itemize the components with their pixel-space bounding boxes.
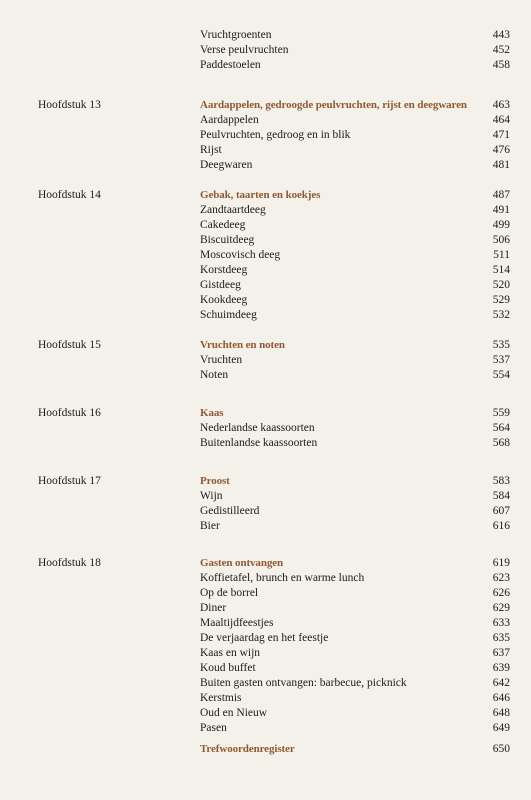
entry-title: Noten xyxy=(200,369,229,381)
entry-title: Pasen xyxy=(200,722,227,734)
chapter-title: Kaas xyxy=(200,407,224,419)
entry-title: Buitenlandse kaassoorten xyxy=(200,437,318,449)
page-number: 642 xyxy=(492,677,510,689)
entry-title: Kerstmis xyxy=(200,692,242,704)
toc-entry-row xyxy=(200,293,510,307)
toc-heading-row xyxy=(200,338,510,352)
toc-entry-row xyxy=(200,661,510,675)
page-number: 537 xyxy=(492,354,510,366)
toc-entry-row xyxy=(200,113,510,127)
page-number: 511 xyxy=(493,249,510,261)
entry-title: Nederlandse kaassoorten xyxy=(200,422,315,434)
toc-entry-row xyxy=(200,353,510,367)
toc-entry-row xyxy=(200,158,510,172)
page-number: 633 xyxy=(492,617,510,629)
page-number: 648 xyxy=(492,707,510,719)
entry-title: Kaas en wijn xyxy=(200,647,261,659)
page-number: 529 xyxy=(492,294,510,306)
toc-entry-row xyxy=(200,218,510,232)
entry-title: Maaltijdfeestjes xyxy=(200,617,274,629)
entry-title: Verse peulvruchten xyxy=(200,44,289,56)
entry-title: Moscovisch deeg xyxy=(200,249,281,261)
toc-entry-row xyxy=(200,721,510,735)
entry-title: Aardappelen xyxy=(200,114,259,126)
page-number: 476 xyxy=(492,144,510,156)
entry-title: Gistdeeg xyxy=(200,279,241,291)
entry-title: Bier xyxy=(200,520,220,532)
entry-title: Schuimdeeg xyxy=(200,309,257,321)
page-number: 491 xyxy=(492,204,510,216)
page-number: 629 xyxy=(492,602,510,614)
entry-title: Biscuitdeeg xyxy=(200,234,255,246)
entry-title: Vruchten xyxy=(200,354,243,366)
toc-heading-row xyxy=(200,406,510,420)
chapter-label: Hoofdstuk 13 xyxy=(38,99,101,111)
page-number: 481 xyxy=(492,159,510,171)
page-number: 568 xyxy=(492,437,510,449)
toc-entry-row xyxy=(200,436,510,450)
entry-title: Koffietafel, brunch en warme lunch xyxy=(200,572,365,584)
toc-entry-row xyxy=(200,504,510,518)
toc-heading-row xyxy=(200,98,510,112)
page-number: 532 xyxy=(492,309,510,321)
entry-title: Zandtaartdeeg xyxy=(200,204,266,216)
toc-entry-row xyxy=(200,128,510,142)
toc-entry-row xyxy=(200,601,510,615)
page-number: 564 xyxy=(492,422,510,434)
chapter-title: Trefwoordenregister xyxy=(200,743,295,755)
page-number: 452 xyxy=(492,44,510,56)
entry-title: Deegwaren xyxy=(200,159,253,171)
page-number: 639 xyxy=(492,662,510,674)
page-number: 443 xyxy=(492,29,510,41)
page-number: 464 xyxy=(492,114,510,126)
entry-title: Oud en Nieuw xyxy=(200,707,268,719)
page-number: 535 xyxy=(492,339,510,351)
chapter-label: Hoofdstuk 18 xyxy=(38,557,101,569)
page-number: 646 xyxy=(492,692,510,704)
chapter-title: Gebak, taarten en koekjes xyxy=(200,189,321,201)
page-number: 499 xyxy=(492,219,510,231)
entry-title: De verjaardag en het feestje xyxy=(200,632,329,644)
chapter-label: Hoofdstuk 15 xyxy=(38,339,101,351)
entry-title: Rijst xyxy=(200,144,222,156)
entry-title: Buiten gasten ontvangen: barbecue, picknick xyxy=(200,677,407,689)
entry-title: Kookdeeg xyxy=(200,294,248,306)
toc-entry-row xyxy=(200,233,510,247)
page-number: 649 xyxy=(492,722,510,734)
chapter-label: Hoofdstuk 17 xyxy=(38,475,101,487)
chapter-title: Vruchten en noten xyxy=(200,339,285,351)
page-number: 607 xyxy=(492,505,510,517)
page-number: 506 xyxy=(492,234,510,246)
page-number: 458 xyxy=(492,59,510,71)
toc-entry-row xyxy=(200,263,510,277)
toc-entry-row xyxy=(200,203,510,217)
toc-heading-row xyxy=(200,742,510,756)
toc-heading-row xyxy=(200,188,510,202)
toc-entry-row xyxy=(200,631,510,645)
toc-entry-row xyxy=(200,586,510,600)
entry-title: Vruchtgroenten xyxy=(200,29,272,41)
page-number: 584 xyxy=(492,490,510,502)
entry-title: Gedistilleerd xyxy=(200,505,260,517)
toc-entry-row xyxy=(200,43,510,57)
page-number: 619 xyxy=(492,557,510,569)
page-number: 623 xyxy=(492,572,510,584)
page-number: 583 xyxy=(492,475,510,487)
page-number: 514 xyxy=(492,264,510,276)
toc-entry-row xyxy=(200,143,510,157)
page-number: 559 xyxy=(492,407,510,419)
toc-heading-row xyxy=(200,474,510,488)
chapter-title: Proost xyxy=(200,475,230,487)
toc-entry-row xyxy=(200,58,510,72)
toc-entry-row xyxy=(200,646,510,660)
chapter-label: Hoofdstuk 14 xyxy=(38,189,101,201)
entry-title: Peulvruchten, gedroog en in blik xyxy=(200,129,351,141)
toc-entry-row xyxy=(200,706,510,720)
toc-entry-row xyxy=(200,676,510,690)
page-number: 471 xyxy=(492,129,510,141)
toc-entry-row xyxy=(200,489,510,503)
page-number: 616 xyxy=(492,520,510,532)
toc-entry-row xyxy=(200,691,510,705)
toc-heading-row xyxy=(200,556,510,570)
toc-entry-row xyxy=(200,308,510,322)
chapter-label: Hoofdstuk 16 xyxy=(38,407,101,419)
entry-title: Cakedeeg xyxy=(200,219,246,231)
entry-title: Paddestoelen xyxy=(200,59,261,71)
page-number: 520 xyxy=(492,279,510,291)
entry-title: Koud buffet xyxy=(200,662,256,674)
toc-entry-row xyxy=(200,421,510,435)
page-number: 626 xyxy=(492,587,510,599)
toc-entry-row xyxy=(200,571,510,585)
page-number: 554 xyxy=(492,369,510,381)
entry-title: Diner xyxy=(200,602,227,614)
toc-entry-row xyxy=(200,28,510,42)
toc-entry-row xyxy=(200,616,510,630)
chapter-title: Aardappelen, gedroogde peulvruchten, rijst en deegwaren xyxy=(200,99,467,111)
entry-title: Korstdeeg xyxy=(200,264,248,276)
page-number: 650 xyxy=(492,743,510,755)
toc-entry-row xyxy=(200,248,510,262)
toc-entry-row xyxy=(200,368,510,382)
toc-entry-row xyxy=(200,519,510,533)
page-number: 637 xyxy=(492,647,510,659)
entry-title: Wijn xyxy=(200,490,223,502)
page-number: 463 xyxy=(492,99,510,111)
page-number: 635 xyxy=(492,632,510,644)
entry-title: Op de borrel xyxy=(200,587,259,599)
toc-entry-row xyxy=(200,278,510,292)
page-number: 487 xyxy=(492,189,510,201)
chapter-title: Gasten ontvangen xyxy=(200,557,284,569)
